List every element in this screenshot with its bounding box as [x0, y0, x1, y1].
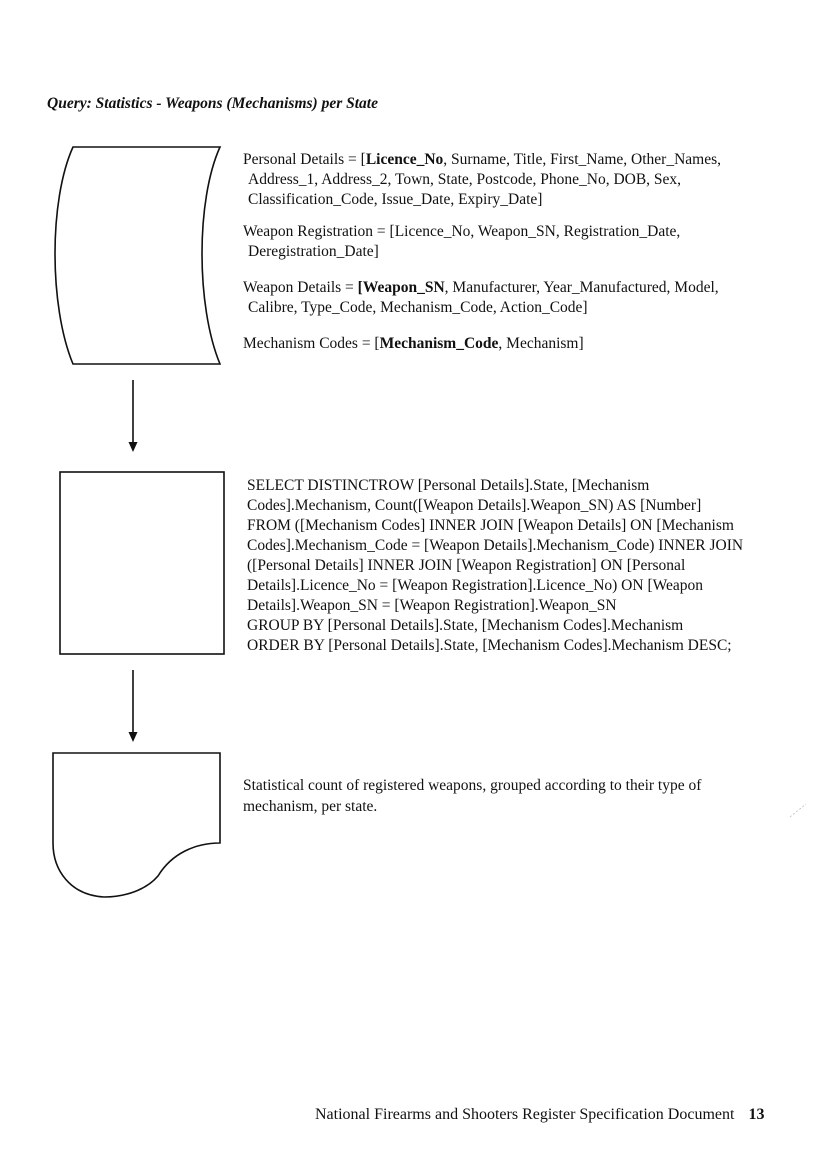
sql-line: Codes].Mechanism, Count([Weapon Details].Weapon_SN) AS [Number]	[247, 497, 702, 514]
stored-data-symbol	[55, 147, 220, 364]
def-fields: Classification_Code, Issue_Date, Expiry_Date]	[248, 191, 543, 208]
def-fields: Address_1, Address_2, Town, State, Postcode, Phone_No, DOB, Sex,	[248, 171, 682, 188]
def-name: Weapon Details =	[243, 279, 358, 296]
footer-doc-title: National Firearms and Shooters Register Specification Document	[315, 1106, 735, 1123]
output-line: Statistical count of registered weapons, grouped according to their type of	[243, 777, 702, 794]
def-name: Personal Details = [	[243, 151, 366, 168]
flow-arrow-1	[129, 380, 138, 452]
document-symbol	[53, 753, 220, 897]
sql-line: SELECT DISTINCTROW [Personal Details].State, [Mechanism	[247, 477, 650, 494]
def-key: Mechanism_Code	[379, 335, 499, 352]
personal-details-def	[243, 150, 818, 210]
def-fields: , Surname, Title, First_Name, Other_Names,	[443, 151, 721, 168]
output-description	[243, 775, 701, 817]
process-box	[60, 472, 224, 654]
def-name: Mechanism Codes = [	[243, 335, 380, 352]
weapon-registration-def	[243, 222, 818, 262]
flow-arrow-2	[129, 670, 138, 742]
sql-line: GROUP BY [Personal Details].State, [Mechanism Codes].Mechanism	[247, 617, 684, 634]
def-key: [Weapon_SN	[357, 279, 445, 296]
page-number: 13	[748, 1106, 765, 1123]
sql-query-block	[247, 476, 807, 656]
def-fields: Calibre, Type_Code, Mechanism_Code, Action_Code]	[248, 299, 588, 316]
def-fields: , Manufacturer, Year_Manufactured, Model,	[444, 279, 719, 296]
def-fields: Weapon Registration = [Licence_No, Weapon_SN, Registration_Date,	[243, 223, 681, 240]
sql-line: Codes].Mechanism_Code = [Weapon Details].Mechanism_Code) INNER JOIN	[247, 537, 744, 554]
scan-mark	[790, 804, 806, 817]
def-key: Licence_No	[365, 151, 444, 168]
weapon-details-def	[243, 278, 818, 318]
page-footer	[315, 1106, 764, 1124]
mechanism-codes-def	[243, 334, 818, 354]
definitions-block	[243, 150, 818, 366]
query-title: Query: Statistics - Weapons (Mechanisms) per State	[47, 95, 378, 112]
sql-line: ([Personal Details] INNER JOIN [Weapon Registration] ON [Personal	[247, 557, 686, 574]
sql-line: FROM ([Mechanism Codes] INNER JOIN [Weapon Details] ON [Mechanism	[247, 517, 734, 534]
sql-line: Details].Licence_No = [Weapon Registration].Licence_No) ON [Weapon	[247, 577, 704, 594]
def-fields: , Mechanism]	[498, 335, 584, 352]
output-line: mechanism, per state.	[243, 798, 378, 815]
sql-line: ORDER BY [Personal Details].State, [Mechanism Codes].Mechanism DESC;	[247, 637, 732, 654]
sql-line: Details].Weapon_SN = [Weapon Registration].Weapon_SN	[247, 597, 617, 614]
def-fields: Deregistration_Date]	[248, 243, 379, 260]
